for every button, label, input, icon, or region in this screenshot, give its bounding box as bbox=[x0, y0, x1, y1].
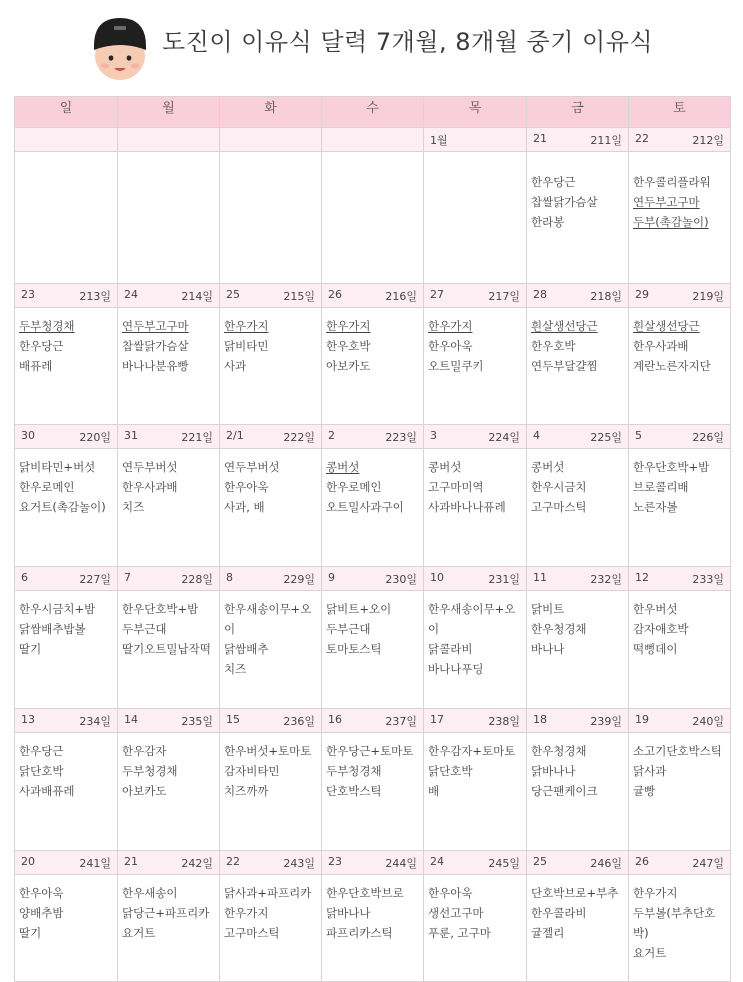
menu-item: 닭비트+오이 bbox=[326, 602, 392, 616]
menu-item: 파프리카스틱 bbox=[326, 926, 393, 940]
day-count: 242일 bbox=[181, 856, 213, 870]
menu-item: 찹쌀닭가슴살 bbox=[531, 195, 598, 209]
menu-cell bbox=[118, 733, 220, 851]
day-count: 232일 bbox=[590, 572, 622, 586]
date-number: 4 bbox=[533, 428, 540, 442]
date-cell bbox=[322, 851, 424, 875]
menu-item: 한우아욱 bbox=[428, 886, 473, 900]
date-cell bbox=[220, 425, 322, 449]
date-cell bbox=[424, 851, 527, 875]
date-cell bbox=[424, 425, 527, 449]
menu-cell bbox=[220, 875, 322, 982]
date-cell bbox=[527, 284, 629, 308]
date-cell bbox=[15, 851, 118, 875]
menu-item: 한우아욱 bbox=[224, 480, 269, 494]
menu-cell bbox=[424, 591, 527, 709]
day-count: 231일 bbox=[488, 572, 520, 586]
menu-item: 닭단호박 bbox=[428, 764, 473, 778]
date-cell bbox=[629, 709, 731, 733]
day-count: 235일 bbox=[181, 714, 213, 728]
date-cell bbox=[629, 567, 731, 591]
date-row bbox=[15, 425, 731, 449]
date-number: 18 bbox=[533, 712, 547, 726]
menu-item: 닭바나나 bbox=[326, 906, 371, 920]
date-cell bbox=[527, 709, 629, 733]
date-cell bbox=[118, 567, 220, 591]
menu-item: 단호박브로+부추 bbox=[531, 886, 619, 900]
menu-item: 소고기단호박스틱 bbox=[633, 744, 722, 758]
menu-cell bbox=[527, 449, 629, 567]
menu-item: 한우가지 bbox=[428, 319, 473, 333]
date-number: 28 bbox=[533, 287, 547, 301]
menu-item: 한우아욱 bbox=[19, 886, 64, 900]
day-count: 240일 bbox=[692, 714, 724, 728]
menu-cell bbox=[118, 152, 220, 284]
menu-item: 두부볼(부추단호 bbox=[633, 906, 716, 920]
date-number: 2/1 bbox=[226, 428, 244, 442]
weekday-fri: 금 bbox=[527, 97, 629, 128]
menu-item: 닭쌈배추 bbox=[224, 642, 269, 656]
date-number: 19 bbox=[635, 712, 649, 726]
menu-item: 요거트 bbox=[122, 926, 156, 940]
menu-item: 한우가지 bbox=[224, 319, 269, 333]
menu-item: 배 bbox=[428, 784, 440, 798]
menu-item: 사과배퓨레 bbox=[19, 784, 75, 798]
menu-item: 한우콜리플라워 bbox=[633, 175, 711, 189]
menu-item: 한우새송이무+오 bbox=[428, 602, 516, 616]
date-number: 21 bbox=[124, 854, 138, 868]
date-cell bbox=[629, 284, 731, 308]
menu-item: 아보카도 bbox=[122, 784, 167, 798]
date-cell bbox=[15, 128, 118, 152]
date-cell bbox=[527, 851, 629, 875]
menu-cell bbox=[15, 591, 118, 709]
menu-item: 오트밀쿠키 bbox=[428, 359, 484, 373]
menu-item: 연두부고구마 bbox=[633, 195, 700, 209]
menu-item: 치즈까까 bbox=[224, 784, 269, 798]
menu-item: 양배추밤 bbox=[19, 906, 64, 920]
menu-item: 이 bbox=[428, 622, 440, 636]
date-cell bbox=[527, 128, 629, 152]
day-count: 247일 bbox=[692, 856, 724, 870]
date-number: 16 bbox=[328, 712, 342, 726]
menu-item: 박) bbox=[633, 926, 649, 940]
menu-item: 떡뻥데이 bbox=[633, 642, 678, 656]
menu-item: 브로콜리배 bbox=[633, 480, 689, 494]
date-number: 2 bbox=[328, 428, 335, 442]
date-cell bbox=[15, 425, 118, 449]
menu-item: 딸기 bbox=[19, 642, 42, 656]
menu-item: 한우당근+토마토 bbox=[326, 744, 414, 758]
date-number: 13 bbox=[21, 712, 35, 726]
menu-item: 사과 bbox=[224, 359, 247, 373]
page-title: 도진이 이유식 달력 7개월, 8개월 중기 이유식 bbox=[162, 28, 654, 56]
day-count: 220일 bbox=[79, 430, 111, 444]
day-count: 212일 bbox=[692, 133, 724, 147]
menu-item: 계란노른자지단 bbox=[633, 359, 711, 373]
day-count: 241일 bbox=[79, 856, 111, 870]
date-row bbox=[15, 128, 731, 152]
menu-item: 한우단호박브로 bbox=[326, 886, 404, 900]
day-count: 233일 bbox=[692, 572, 724, 586]
food-row bbox=[15, 875, 731, 982]
menu-item: 고구마스틱 bbox=[531, 500, 587, 514]
menu-item: 두부청경채 bbox=[19, 319, 75, 333]
menu-cell bbox=[629, 449, 731, 567]
menu-item: 사과바나나퓨레 bbox=[428, 500, 506, 514]
date-cell bbox=[322, 567, 424, 591]
day-count: 213일 bbox=[79, 289, 111, 303]
menu-item: 한우버섯+토마토 bbox=[224, 744, 312, 758]
menu-item: 배퓨레 bbox=[19, 359, 53, 373]
menu-item: 감자애호박 bbox=[633, 622, 689, 636]
menu-item: 두부청경채 bbox=[122, 764, 178, 778]
menu-item: 당근팬케이크 bbox=[531, 784, 598, 798]
date-number: 31 bbox=[124, 428, 138, 442]
date-cell bbox=[527, 425, 629, 449]
date-number: 23 bbox=[21, 287, 35, 301]
menu-item: 닭쌈배추밥볼 bbox=[19, 622, 86, 636]
date-cell bbox=[220, 128, 322, 152]
date-number: 25 bbox=[533, 854, 547, 868]
date-cell bbox=[15, 284, 118, 308]
date-cell bbox=[322, 709, 424, 733]
menu-item: 닭비타민+버섯 bbox=[19, 460, 96, 474]
date-row bbox=[15, 851, 731, 875]
day-count: 222일 bbox=[283, 430, 315, 444]
menu-cell bbox=[220, 733, 322, 851]
menu-item: 콩버섯 bbox=[531, 460, 565, 474]
date-number: 9 bbox=[328, 570, 335, 584]
menu-item: 두부근대 bbox=[122, 622, 167, 636]
date-number: 22 bbox=[226, 854, 240, 868]
menu-cell bbox=[629, 875, 731, 982]
menu-item: 연두부달걀찜 bbox=[531, 359, 598, 373]
menu-item: 한우콜라비 bbox=[531, 906, 587, 920]
day-count: 219일 bbox=[692, 289, 724, 303]
menu-cell bbox=[527, 733, 629, 851]
day-count: 246일 bbox=[590, 856, 622, 870]
menu-item: 연두부버섯 bbox=[224, 460, 280, 474]
menu-item: 한우단호박+밤 bbox=[633, 460, 710, 474]
menu-cell bbox=[527, 308, 629, 425]
header bbox=[0, 0, 743, 90]
date-cell bbox=[424, 709, 527, 733]
day-count: 216일 bbox=[385, 289, 417, 303]
menu-item: 고구마스틱 bbox=[224, 926, 280, 940]
date-number: 8 bbox=[226, 570, 233, 584]
menu-item: 노른자볼 bbox=[633, 500, 678, 514]
menu-item: 고구마미역 bbox=[428, 480, 484, 494]
date-cell bbox=[322, 128, 424, 152]
date-cell bbox=[220, 851, 322, 875]
menu-cell bbox=[629, 591, 731, 709]
day-count: 225일 bbox=[590, 430, 622, 444]
menu-cell bbox=[527, 591, 629, 709]
menu-cell bbox=[15, 733, 118, 851]
date-number: 22 bbox=[635, 131, 649, 145]
day-count: 243일 bbox=[283, 856, 315, 870]
food-row bbox=[15, 733, 731, 851]
date-number: 5 bbox=[635, 428, 642, 442]
menu-item: 닭비타민 bbox=[224, 339, 269, 353]
menu-cell bbox=[424, 733, 527, 851]
menu-item: 딸기 bbox=[19, 926, 42, 940]
date-cell bbox=[527, 567, 629, 591]
calendar-table bbox=[14, 96, 731, 982]
menu-item: 치즈 bbox=[122, 500, 145, 514]
menu-cell bbox=[15, 875, 118, 982]
date-number: 29 bbox=[635, 287, 649, 301]
weekday-wed: 수 bbox=[322, 97, 424, 128]
date-number: 15 bbox=[226, 712, 240, 726]
menu-item: 요거트(촉감놀이) bbox=[19, 500, 106, 514]
menu-item: 한우청경채 bbox=[531, 622, 587, 636]
day-count: 215일 bbox=[283, 289, 315, 303]
day-count: 228일 bbox=[181, 572, 213, 586]
menu-item: 찹쌀닭가슴살 bbox=[122, 339, 189, 353]
menu-item: 한우로메인 bbox=[326, 480, 382, 494]
menu-cell bbox=[118, 449, 220, 567]
menu-item: 한우로메인 bbox=[19, 480, 75, 494]
weekday-thu: 목 bbox=[424, 97, 527, 128]
date-number: 26 bbox=[635, 854, 649, 868]
menu-item: 흰살생선당근 bbox=[633, 319, 700, 333]
menu-item: 콩버섯 bbox=[428, 460, 462, 474]
menu-cell bbox=[220, 308, 322, 425]
menu-cell bbox=[15, 308, 118, 425]
day-count: 227일 bbox=[79, 572, 111, 586]
weekday-mon: 월 bbox=[118, 97, 220, 128]
date-number: 11 bbox=[533, 570, 547, 584]
date-cell bbox=[424, 567, 527, 591]
menu-cell bbox=[118, 308, 220, 425]
day-count: 229일 bbox=[283, 572, 315, 586]
date-cell bbox=[220, 567, 322, 591]
weekday-sat: 토 bbox=[629, 97, 731, 128]
baby-avatar-icon bbox=[88, 12, 152, 82]
menu-item: 닭사과+파프리카 bbox=[224, 886, 312, 900]
date-cell bbox=[118, 425, 220, 449]
date-number: 1월 bbox=[430, 133, 448, 147]
menu-item: 딸기오트밀납작떡 bbox=[122, 642, 211, 656]
menu-item: 치즈 bbox=[224, 662, 247, 676]
date-row bbox=[15, 567, 731, 591]
food-row bbox=[15, 308, 731, 425]
menu-item: 토마토스틱 bbox=[326, 642, 382, 656]
date-cell bbox=[15, 567, 118, 591]
menu-item: 두부(촉감놀이) bbox=[633, 215, 709, 229]
menu-cell bbox=[527, 875, 629, 982]
date-number: 30 bbox=[21, 428, 35, 442]
date-number: 25 bbox=[226, 287, 240, 301]
day-count: 224일 bbox=[488, 430, 520, 444]
day-count: 217일 bbox=[488, 289, 520, 303]
menu-item: 요거트 bbox=[633, 946, 667, 960]
menu-item: 아보카도 bbox=[326, 359, 371, 373]
menu-item: 바나나 bbox=[531, 642, 565, 656]
date-number: 12 bbox=[635, 570, 649, 584]
menu-item: 이 bbox=[224, 622, 236, 636]
menu-item: 사과, 배 bbox=[224, 500, 265, 514]
date-cell bbox=[15, 709, 118, 733]
menu-item: 한우단호박+밤 bbox=[122, 602, 199, 616]
menu-cell bbox=[322, 449, 424, 567]
menu-item: 귤빵 bbox=[633, 784, 656, 798]
day-count: 237일 bbox=[385, 714, 417, 728]
menu-item: 바나나분유빵 bbox=[122, 359, 189, 373]
weekday-tue: 화 bbox=[220, 97, 322, 128]
date-cell bbox=[118, 128, 220, 152]
menu-item: 연두부고구마 bbox=[122, 319, 189, 333]
date-cell bbox=[424, 284, 527, 308]
date-cell bbox=[220, 709, 322, 733]
menu-item: 한우가지 bbox=[224, 906, 269, 920]
menu-item: 닭바나나 bbox=[531, 764, 576, 778]
day-count: 223일 bbox=[385, 430, 417, 444]
day-count: 234일 bbox=[79, 714, 111, 728]
menu-cell bbox=[15, 449, 118, 567]
menu-cell bbox=[322, 875, 424, 982]
menu-cell bbox=[118, 591, 220, 709]
date-cell bbox=[629, 851, 731, 875]
date-cell bbox=[220, 284, 322, 308]
menu-item: 바나나푸딩 bbox=[428, 662, 484, 676]
date-number: 27 bbox=[430, 287, 444, 301]
menu-item: 한우감자 bbox=[122, 744, 167, 758]
menu-item: 푸룬, 고구마 bbox=[428, 926, 491, 940]
date-cell bbox=[424, 128, 527, 152]
menu-cell bbox=[424, 152, 527, 284]
day-count: 214일 bbox=[181, 289, 213, 303]
menu-cell bbox=[424, 875, 527, 982]
date-number: 17 bbox=[430, 712, 444, 726]
menu-item: 한우호박 bbox=[531, 339, 576, 353]
menu-item: 한우청경채 bbox=[531, 744, 587, 758]
date-number: 14 bbox=[124, 712, 138, 726]
menu-cell bbox=[220, 449, 322, 567]
weekday-sun: 일 bbox=[15, 97, 118, 128]
menu-item: 콩버섯 bbox=[326, 460, 360, 474]
date-cell bbox=[629, 128, 731, 152]
menu-item: 한우당근 bbox=[531, 175, 576, 189]
menu-item: 한우호박 bbox=[326, 339, 371, 353]
menu-item: 한우사과배 bbox=[633, 339, 689, 353]
date-cell bbox=[629, 425, 731, 449]
menu-item: 한우당근 bbox=[19, 339, 64, 353]
date-number: 23 bbox=[328, 854, 342, 868]
menu-item: 흰살생선당근 bbox=[531, 319, 598, 333]
menu-item: 한우새송이 bbox=[122, 886, 178, 900]
menu-cell bbox=[322, 308, 424, 425]
menu-cell bbox=[15, 152, 118, 284]
menu-item: 연두부버섯 bbox=[122, 460, 178, 474]
date-cell bbox=[322, 425, 424, 449]
menu-item: 닭콜라비 bbox=[428, 642, 473, 656]
date-number: 6 bbox=[21, 570, 28, 584]
menu-item: 닭단호박 bbox=[19, 764, 64, 778]
menu-item: 한우시금치 bbox=[531, 480, 587, 494]
menu-cell bbox=[527, 152, 629, 284]
menu-item: 오트밀사과구이 bbox=[326, 500, 404, 514]
date-number: 20 bbox=[21, 854, 35, 868]
menu-cell bbox=[220, 152, 322, 284]
day-count: 218일 bbox=[590, 289, 622, 303]
menu-item: 한우시금치+밤 bbox=[19, 602, 96, 616]
date-cell bbox=[322, 284, 424, 308]
date-number: 3 bbox=[430, 428, 437, 442]
menu-item: 생선고구마 bbox=[428, 906, 484, 920]
day-count: 238일 bbox=[488, 714, 520, 728]
day-count: 245일 bbox=[488, 856, 520, 870]
date-cell bbox=[118, 851, 220, 875]
menu-cell bbox=[629, 308, 731, 425]
weekday-header-row bbox=[15, 97, 731, 128]
menu-cell bbox=[629, 733, 731, 851]
menu-cell bbox=[220, 591, 322, 709]
date-number: 26 bbox=[328, 287, 342, 301]
food-row bbox=[15, 449, 731, 567]
menu-cell bbox=[424, 449, 527, 567]
date-cell bbox=[118, 284, 220, 308]
menu-cell bbox=[322, 591, 424, 709]
menu-item: 닭사과 bbox=[633, 764, 667, 778]
menu-cell bbox=[424, 308, 527, 425]
day-count: 244일 bbox=[385, 856, 417, 870]
date-row bbox=[15, 284, 731, 308]
day-count: 226일 bbox=[692, 430, 724, 444]
menu-cell bbox=[118, 875, 220, 982]
menu-item: 닭비트 bbox=[531, 602, 565, 616]
menu-item: 한우가지 bbox=[326, 319, 371, 333]
date-number: 7 bbox=[124, 570, 131, 584]
menu-cell bbox=[322, 733, 424, 851]
menu-cell bbox=[322, 152, 424, 284]
menu-item: 한라봉 bbox=[531, 215, 565, 229]
menu-item: 한우아욱 bbox=[428, 339, 473, 353]
menu-item: 닭당근+파프리카 bbox=[122, 906, 210, 920]
menu-item: 한우새송이무+오 bbox=[224, 602, 312, 616]
menu-cell bbox=[629, 152, 731, 284]
food-row bbox=[15, 152, 731, 284]
date-cell bbox=[118, 709, 220, 733]
day-count: 236일 bbox=[283, 714, 315, 728]
date-number: 24 bbox=[124, 287, 138, 301]
day-count: 211일 bbox=[590, 133, 622, 147]
date-number: 24 bbox=[430, 854, 444, 868]
date-number: 10 bbox=[430, 570, 444, 584]
menu-item: 두부청경채 bbox=[326, 764, 382, 778]
day-count: 239일 bbox=[590, 714, 622, 728]
date-row bbox=[15, 709, 731, 733]
date-number: 21 bbox=[533, 131, 547, 145]
menu-item: 귤젤리 bbox=[531, 926, 565, 940]
menu-item: 한우사과배 bbox=[122, 480, 178, 494]
menu-item: 한우감자+토마토 bbox=[428, 744, 516, 758]
day-count: 230일 bbox=[385, 572, 417, 586]
menu-item: 한우당근 bbox=[19, 744, 64, 758]
menu-item: 감자비타민 bbox=[224, 764, 280, 778]
menu-item: 한우버섯 bbox=[633, 602, 678, 616]
day-count: 221일 bbox=[181, 430, 213, 444]
food-row bbox=[15, 591, 731, 709]
menu-item: 한우가지 bbox=[633, 886, 678, 900]
menu-item: 두부근대 bbox=[326, 622, 371, 636]
menu-item: 단호박스틱 bbox=[326, 784, 382, 798]
